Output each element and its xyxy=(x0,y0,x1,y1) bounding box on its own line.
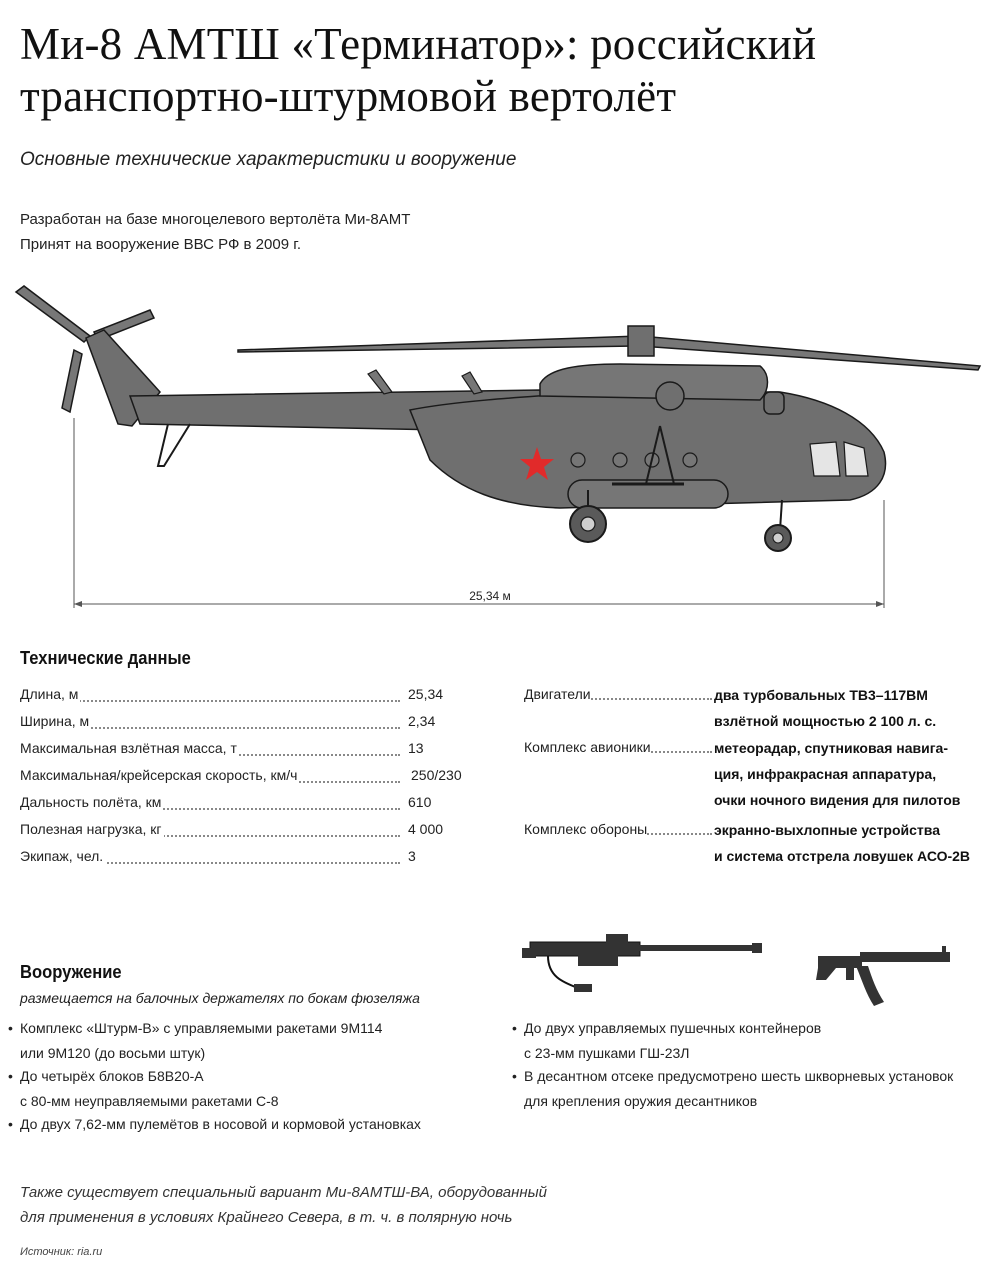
spec-value: 2,34 xyxy=(408,713,436,729)
intro-line-1: Разработан на базе многоцелевого вертолёта Ми-8АМТ xyxy=(20,211,411,228)
armament-item-gun-pods: • До двух управляемых пушечных контейнеров с 23-мм пушками ГШ-23Л xyxy=(512,1020,822,1061)
spec-value: 25,34 xyxy=(408,686,444,702)
dimension-arrow-right xyxy=(876,601,884,607)
spec-row-width xyxy=(20,713,460,735)
intro-block xyxy=(20,207,410,257)
armament-heading: Вооружение xyxy=(20,962,122,982)
system-defense xyxy=(524,819,984,879)
armament-item-shturm: • Комплекс «Штурм-В» с управляемыми ракетами 9М114 или 9М120 (до восьми штук) xyxy=(8,1020,383,1061)
system-value: метеорадар, спутниковая навига- ция, инфракрасная аппаратура, очки ночного видения для пилотов xyxy=(714,740,961,808)
footer-note: Также существует специальный вариант Ми-8АМТШ-ВА, оборудованный для применения в условиях Крайнего Севера, в т. ч. в полярную ночь xyxy=(20,1184,547,1226)
spec-value: 4 000 xyxy=(408,821,444,837)
tail-rotor-blade-3 xyxy=(62,350,82,412)
main-wheel-hub xyxy=(581,517,595,531)
armament-item-rockets: • До четырёх блоков Б8В20-А с 80-мм неуправляемыми ракетами С-8 xyxy=(8,1068,279,1109)
spec-value: 13 xyxy=(408,740,424,756)
system-avionics xyxy=(524,737,984,821)
rotor-hub xyxy=(628,326,654,356)
porthole xyxy=(683,453,697,467)
assault-rifle-illustration xyxy=(812,940,962,1010)
spec-row-length xyxy=(20,686,460,708)
spec-label: Дальность полёта, км xyxy=(20,794,162,810)
intro-line-2: Принят на вооружение ВВС РФ в 2009 г. xyxy=(20,236,302,253)
tail-rotor-blade-1 xyxy=(16,286,90,342)
spec-row-payload xyxy=(20,821,460,843)
engine-housing xyxy=(540,364,768,400)
spec-row-speed xyxy=(20,767,490,789)
cockpit-window-1 xyxy=(810,442,840,476)
porthole xyxy=(571,453,585,467)
spec-value: 610 xyxy=(408,794,432,810)
page-title xyxy=(20,18,985,122)
tail-skid xyxy=(158,424,190,466)
system-label: Двигатели xyxy=(524,686,591,702)
helicopter-illustration xyxy=(0,270,998,620)
spec-value: 3 xyxy=(408,848,416,864)
tech-heading: Технические данные xyxy=(20,648,191,668)
spec-label: Максимальная взлётная масса, т xyxy=(20,740,237,756)
machine-gun-illustration xyxy=(518,930,768,1000)
system-label: Комплекс обороны xyxy=(524,821,648,837)
engine-intake xyxy=(764,392,784,414)
title-line-1: Ми-8 АМТШ «Терминатор»: российский xyxy=(20,19,817,69)
system-value: экранно-выхлопные устройства и система отстрела ловушек АСО-2В xyxy=(714,822,971,864)
spec-label: Экипаж, чел. xyxy=(20,848,104,864)
spec-row-mass xyxy=(20,740,460,762)
spec-value: 250/230 xyxy=(411,767,462,783)
length-label: 25,34 м xyxy=(469,589,511,603)
system-value: два турбовальных ТВ3–117ВМ взлётной мощностью 2 100 л. с. xyxy=(714,687,937,729)
nose-wheel-hub xyxy=(773,533,783,543)
spec-label: Полезная нагрузка, кг xyxy=(20,821,162,837)
title-line-2: транспортно-штурмовой вертолёт xyxy=(20,71,677,121)
spec-label: Длина, м xyxy=(20,686,79,702)
exhaust-port xyxy=(656,382,684,410)
spec-label: Ширина, м xyxy=(20,713,90,729)
spec-row-crew xyxy=(20,848,460,870)
spec-label: Максимальная/крейсерская скорость, км/ч xyxy=(20,767,298,783)
system-label: Комплекс авионики xyxy=(524,739,651,755)
spec-row-range xyxy=(20,794,460,816)
porthole xyxy=(613,453,627,467)
dimension-arrow-left xyxy=(74,601,82,607)
source-credit: Источник: ria.ru xyxy=(20,1246,103,1258)
armament-item-machine-guns: • До двух 7,62-мм пулемётов в носовой и кормовой установках xyxy=(8,1116,421,1132)
armament-item-pintle-mounts: • В десантном отсеке предусмотрено шесть шкворневых установок для крепления оружия десантников xyxy=(512,1068,954,1109)
page-subtitle: Основные технические характеристики и вооружение xyxy=(20,149,517,170)
armament-subheading: размещается на балочных держателях по бокам фюзеляжа xyxy=(20,990,420,1006)
stabilizer-fin xyxy=(368,370,392,394)
